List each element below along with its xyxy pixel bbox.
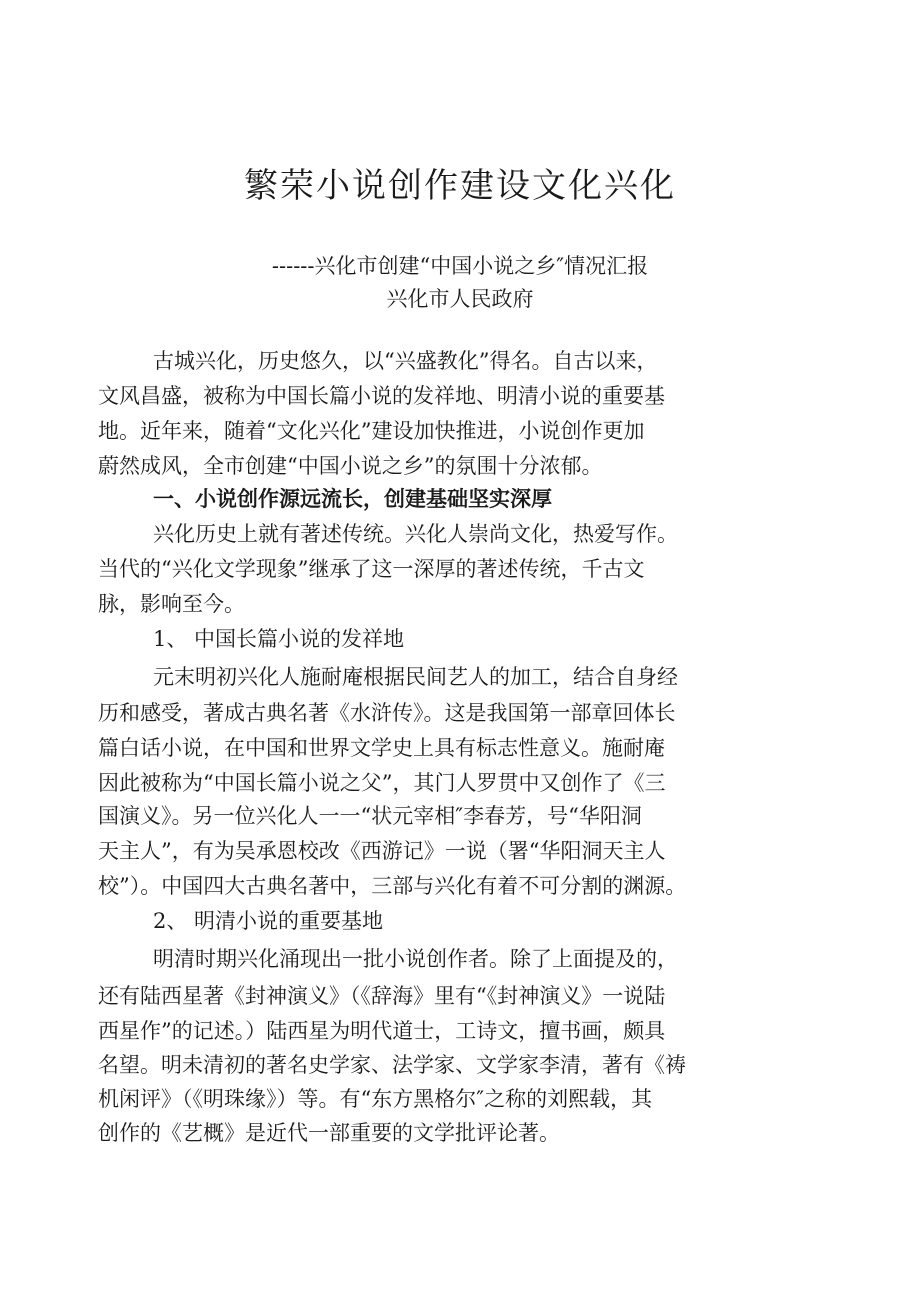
subsection-line: 创作的《艺概》是近代一部重要的文学批评论著。: [98, 1121, 560, 1145]
subsection-line: 机闲评》（《明珠缘》）等。有“东方黑格尔″之称的刘熙载，其: [98, 1087, 653, 1111]
subsection-line: 名望。明未清初的著名史学家、法学家、文学家李清，著有《祷: [98, 1053, 686, 1077]
section-heading: 一、小说创作源远流长，创建基础坚实深厚: [153, 487, 552, 511]
subsection-line: 明清时期兴化涌现出一批小说创作者。除了上面提及的，: [153, 947, 678, 971]
document-subtitle: ------兴化市创建“中国小说之乡″情况汇报: [271, 254, 649, 278]
subsection-line: 校”）。中国四大古典名著中，三部与兴化有着不可分割的渊源。: [98, 874, 687, 898]
intro-line: 蔚然成风，全市创建“中国小说之乡”的氛围十分浓郁。: [98, 454, 603, 478]
section-line: 当代的“兴化文学现象”继承了这一深厚的著述传统，千古文: [98, 557, 645, 581]
subsection-line: 历和感受，著成古典名著《水浒传》。这是我国第一部章回体长: [98, 701, 676, 725]
document-title: 繁荣小说创作建设文化兴化: [244, 166, 676, 206]
subsection-heading: 1、 中国长篇小说的发祥地: [153, 627, 405, 651]
subsection-line: 国演义》。另一位兴化人一一“状元宰相″李春芳，号“华阳洞: [98, 804, 642, 828]
subsection-line: 还有陆西星著《封神演义》（《辞海》里有“《封神演义》一说陆: [98, 984, 666, 1008]
subsection-line: 因此被称为“中国长篇小说之父”，其门人罗贯中又创作了《三: [98, 771, 666, 795]
intro-line: 文风昌盛，被称为中国长篇小说的发祥地、明清小说的重要基: [98, 384, 665, 408]
section-line: 脉，影响至今。: [98, 592, 245, 616]
subsection-line: 篇白话小说，在中国和世界文学史上具有标志性意义。施耐庵: [98, 736, 665, 760]
section-line: 兴化历史上就有著述传统。兴化人崇尚文化，热爱写作。: [153, 522, 678, 546]
document-author: 兴化市人民政府: [386, 287, 534, 311]
subsection-line: 元末明初兴化人施耐庵根据民间艺人的加工，结合自身经: [153, 665, 678, 689]
subsection-line: 天主人”，有为吴承恩校改《西游记》一说（署“华阳洞天主人: [98, 839, 666, 863]
subsection-line: 西星作”的记述。）陆西星为明代道士，工诗文，擅书画，颇具: [98, 1019, 666, 1043]
intro-line: 古城兴化，历史悠久，以“兴盛教化”得名。自古以来，: [153, 349, 658, 373]
intro-line: 地。近年来，随着“文化兴化”建设加快推进，小说创作更加: [98, 419, 645, 443]
subsection-heading: 2、 明清小说的重要基地: [153, 909, 384, 933]
